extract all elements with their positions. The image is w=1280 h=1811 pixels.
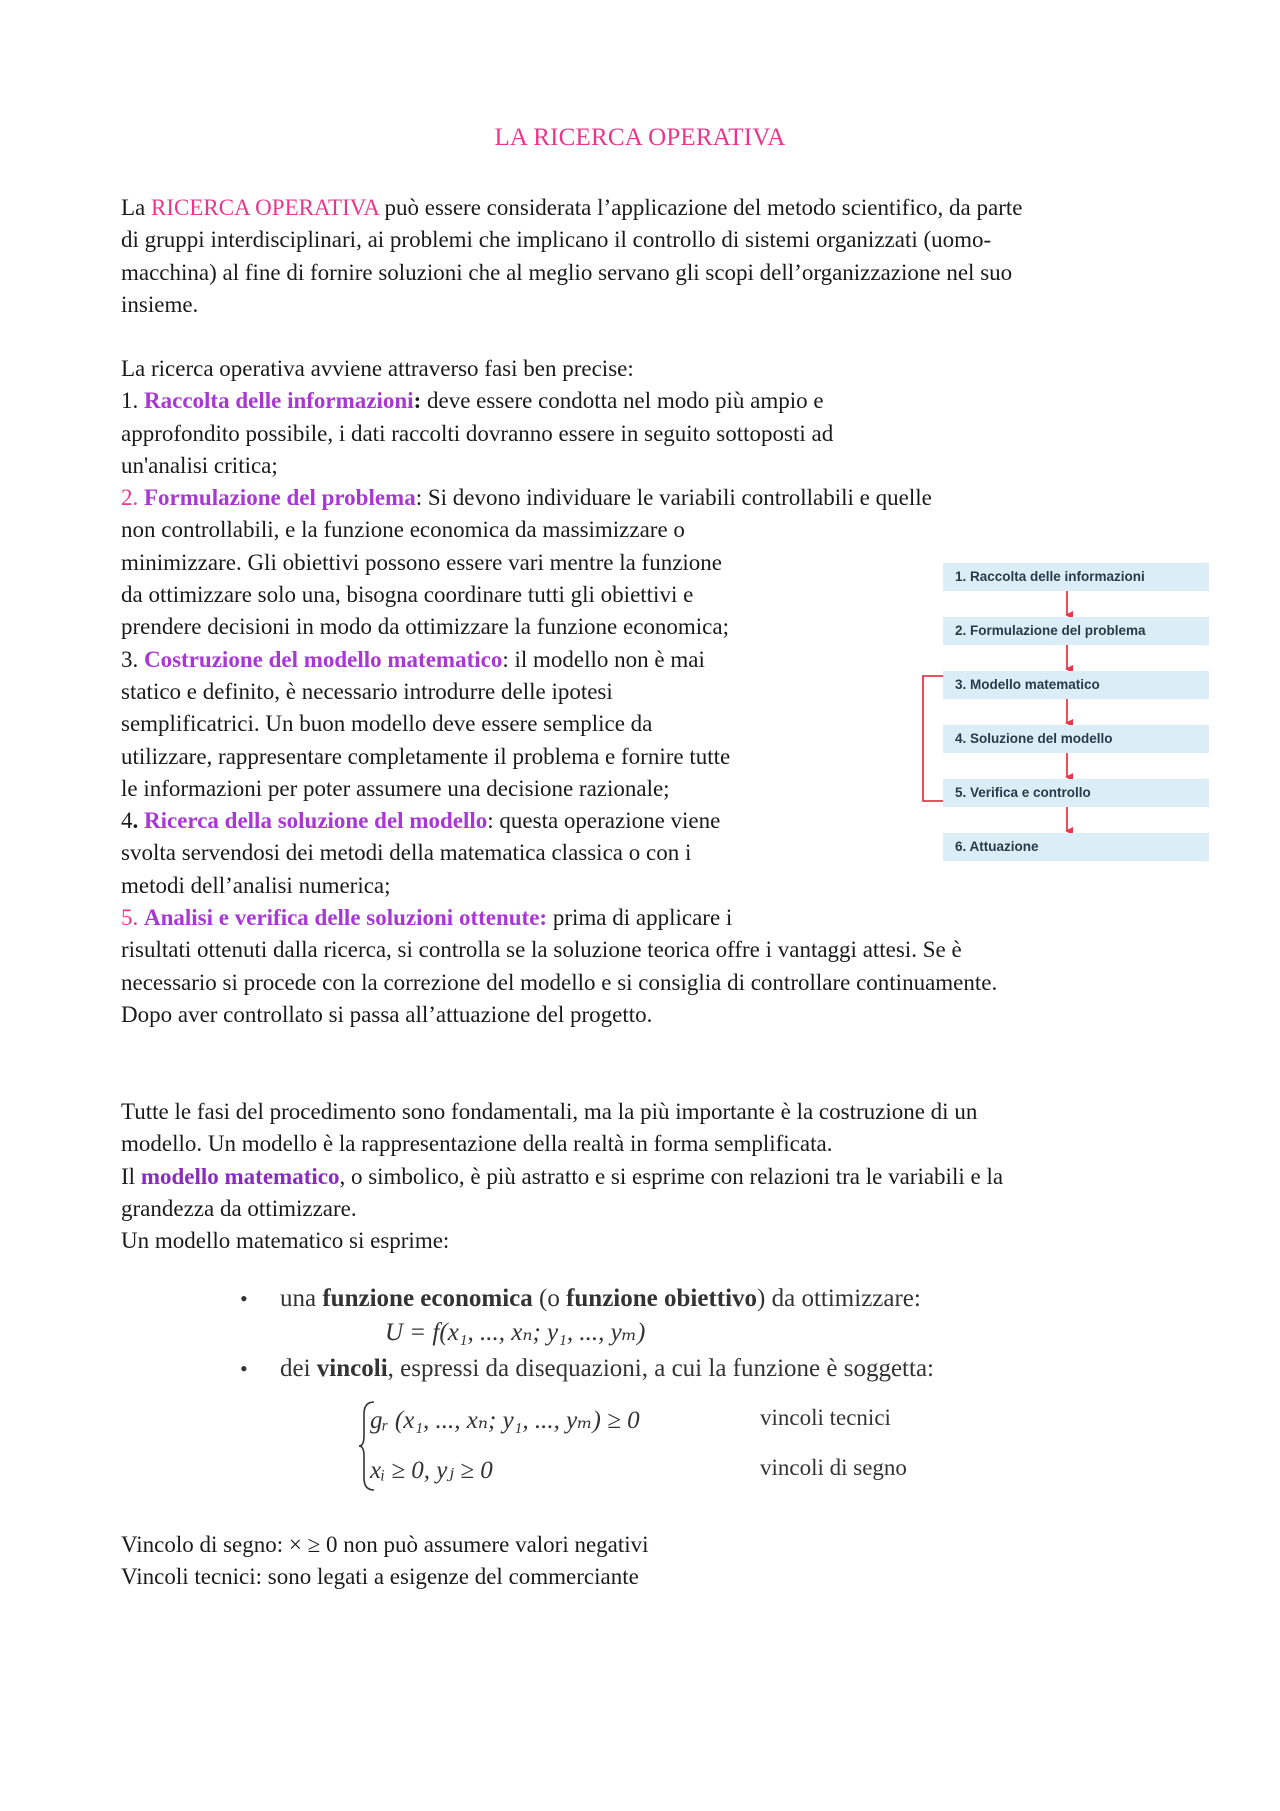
bullet-constraints: • dei vincoli, espressi da disequazioni, a cui la funzione è soggetta: (240, 1355, 934, 1382)
flow-step-5: 5. Verifica e controllo (943, 779, 1209, 807)
phase-2-line-1: 2. Formulazione del problema: Si devono individuare le variabili controllabili e quelle (121, 485, 932, 511)
flow-step-4: 4. Soluzione del modello (943, 725, 1209, 753)
phase-1-line-1: 1. Raccolta delle informazioni: deve essere condotta nel modo più ampio e (121, 388, 824, 414)
intro-line-2: di gruppi interdisciplinari, ai problemi che implicano il controllo di sistemi organizzati (uomo- (121, 227, 992, 253)
phase-3-line-4: utilizzare, rappresentare completamente il problema e fornire tutte (121, 743, 731, 769)
model-line-1: Tutte le fasi del procedimento sono fondamentali, ma la più importante è la costruzione di un (121, 1099, 978, 1124)
objective-equation: U = f(x₁, ..., xₙ; y₁, ..., yₘ) (385, 1319, 646, 1346)
phase-4-line-2: svolta servendosi dei metodi della matematica classica o con i (121, 840, 692, 866)
model-line-5: Un modello matematico si esprime: (121, 1228, 450, 1254)
phase-5-line-3: necessario si procede con la correzione del modello e si consiglia di controllare continuamente. (121, 969, 998, 995)
technical-constraint-label: vincoli tecnici (760, 1405, 891, 1430)
phase-5-line-2: risultati ottenuti dalla ricerca, si controlla se la soluzione teorica offre i vantaggi attesi. Se è (121, 937, 962, 963)
ricerca-operativa-highlight: RICERCA OPERATIVA (151, 195, 379, 220)
phase-4-line-3: metodi dell’analisi numerica; (121, 872, 391, 898)
phase-3-line-1: 3. Costruzione del modello matematico: il modello non è mai (121, 646, 705, 672)
phase-5-line-1: 5. Analisi e verifica delle soluzioni ottenute: prima di applicare i (121, 905, 733, 931)
phase-2-line-3: minimizzare. Gli obiettivi possono essere vari mentre la funzione (121, 549, 723, 575)
process-flowchart (915, 563, 1280, 881)
sign-constraint-equation: xᵢ ≥ 0, yⱼ ≥ 0 (370, 1457, 493, 1484)
phase-1-line-3: un'analisi critica; (121, 452, 278, 478)
phase-5-title: Analisi e verifica delle soluzioni ottenute: (144, 905, 548, 931)
page-title: LA RICERCA OPERATIVA (494, 124, 786, 151)
flow-step-2: 2. Formulazione del problema (943, 617, 1209, 645)
model-line-2: modello. Un modello è la rappresentazione della realtà in forma semplificata. (121, 1131, 833, 1157)
intro-line-1: La RICERCA OPERATIVA può essere considerata l’applicazione del metodo scientifico, da parte (121, 195, 1023, 220)
formula-block (240, 1285, 1060, 1510)
flow-step-6: 6. Attuazione (943, 833, 1209, 861)
technical-constraint-equation: gᵣ (x₁, ..., xₙ; y₁, ..., yₘ) ≥ 0 (370, 1407, 640, 1434)
phase-3-line-2: statico e definito, è necessario introdurre delle ipotesi (121, 678, 613, 704)
phases-lead: La ricerca operativa avviene attraverso fasi ben precise: (121, 356, 634, 381)
phase-2-title: Formulazione del problema (144, 485, 416, 511)
phase-2-line-4: da ottimizzare solo una, bisogna coordinare tutti gli obiettivi e (121, 582, 694, 608)
phase-3-line-5: le informazioni per poter assumere una decisione razionale; (121, 775, 670, 801)
bullet-dot: • (240, 1356, 248, 1381)
intro-paragraph (121, 192, 1022, 321)
notes-section (121, 1529, 649, 1594)
phase-2-line-5: prendere decisioni in modo da ottimizzare la funzione economica; (121, 614, 729, 640)
bullet-objective: • una funzione economica (o funzione obiettivo) da ottimizzare: (240, 1285, 921, 1312)
phase-3-line-3: semplificatrici. Un buon modello deve essere semplice da (121, 711, 653, 737)
phase-3-title: Costruzione del modello matematico (144, 646, 503, 672)
model-line-3: Il modello matematico, o simbolico, è più astratto e si esprime con relazioni tra le variabili e la (121, 1163, 1004, 1189)
phase-1-line-2: approfondito possibile, i dati raccolti dovranno essere in seguito sottoposti ad (121, 420, 834, 446)
note-technical-constraint: Vincoli tecnici: sono legati a esigenze del commerciante (121, 1564, 639, 1590)
model-line-4: grandezza da ottimizzare. (121, 1195, 357, 1221)
note-sign-constraint: Vincolo di segno: × ≥ 0 non può assumere valori negativi (121, 1532, 649, 1557)
phases-section (121, 353, 997, 1031)
phase-2-line-2: non controllabili, e la funzione economica da massimizzare o (121, 517, 685, 543)
phase-4-title: Ricerca della soluzione del modello (144, 808, 488, 834)
flow-step-1: 1. Raccolta delle informazioni (943, 563, 1209, 591)
modello-matematico-highlight: modello matematico (140, 1163, 340, 1189)
phase-4-line-1: 4. Ricerca della soluzione del modello: questa operazione viene (121, 808, 721, 834)
bullet-dot: • (240, 1286, 248, 1311)
intro-line-3: macchina) al fine di fornire soluzioni che al meglio servano gli scopi dell’organizzazione nel suo (121, 259, 1013, 285)
phase-5-line-4: Dopo aver controllato si passa all’attuazione del progetto. (121, 1001, 653, 1027)
sign-constraint-label: vincoli di segno (760, 1455, 907, 1480)
model-section (121, 1096, 1003, 1257)
intro-line-4: insieme. (121, 291, 199, 317)
flow-step-3: 3. Modello matematico (943, 671, 1209, 699)
phase-1-title: Raccolta delle informazioni (144, 388, 414, 414)
